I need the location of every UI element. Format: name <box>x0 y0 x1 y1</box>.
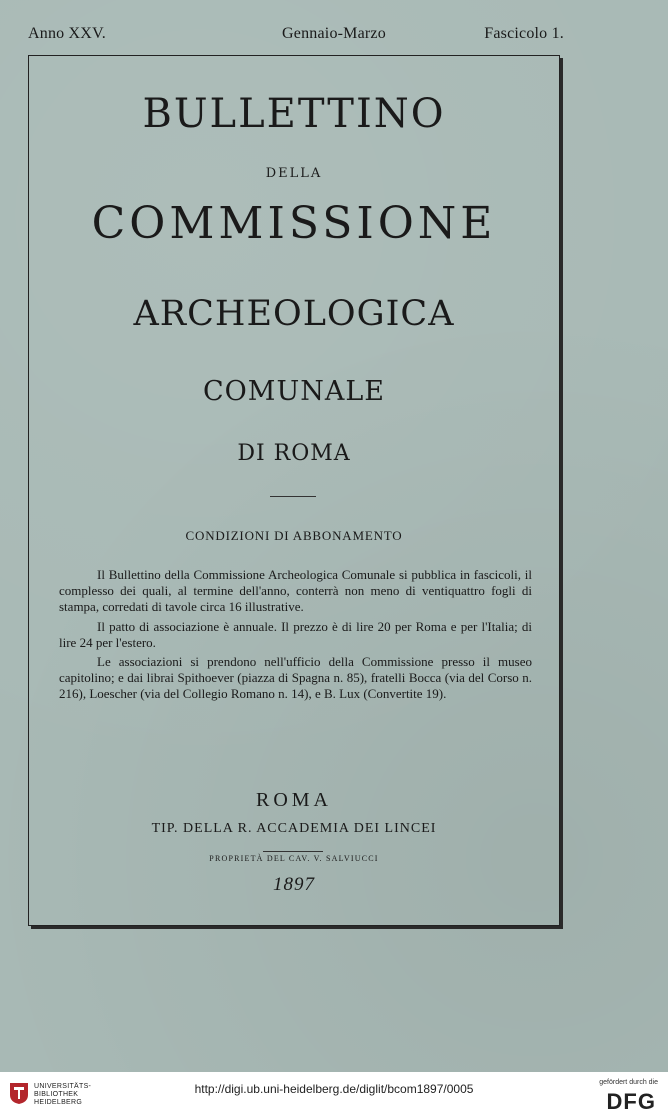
volume-label: Anno XXV. <box>28 25 106 42</box>
library-name: UNIVERSITÄTS- BIBLIOTHEK HEIDELBERG <box>34 1083 92 1106</box>
title-frame <box>28 55 560 926</box>
imprint-owner: PROPRIETÀ DEL CAV. V. SALVIUCCI <box>209 854 379 863</box>
title-della: DELLA <box>265 166 323 181</box>
imprint-rule <box>263 851 323 852</box>
title-bullettino: BULLETTINO <box>142 91 446 137</box>
title-archeologica: ARCHEOLOGICA <box>133 294 455 334</box>
conditions-paragraph: Le associazioni si prendono nell'ufficio della Commissione presso il museo capitolino; e dai librai Spithoever (piazza di Spagna n. 85), fratelli Bocca (via del Corso n. 216), Loescher (via del Collegio Romano n. 14), e B. Lux (Convertite 19). <box>59 654 532 701</box>
title-commissione: COMMISSIONE <box>91 198 497 249</box>
imprint-year: 1897 <box>273 874 315 895</box>
imprint-city: ROMA <box>255 789 332 811</box>
permalink-url[interactable]: http://digi.ub.uni-heidelberg.de/diglit/bcom1897/0005 <box>194 1082 474 1096</box>
conditions-paragraph: Il Bullettino della Commissione Archeologica Comunale si pubblica in fascicoli, il complesso dei quali, al termine dell'anno, conterrà non meno di ventiquattro fogli di stampa, corredati di tavole circa 16 illustrative. <box>59 567 532 614</box>
imprint-printer: TIP. DELLA R. ACCADEMIA DEI LINCEI <box>151 821 437 836</box>
months-label: Gennaio-Marzo <box>282 25 386 42</box>
viewer-footer <box>0 1072 668 1120</box>
conditions-paragraph: Il patto di associazione è annuale. Il prezzo è di lire 20 per Roma e per l'Italia; di lire 24 per l'estero. <box>59 619 532 650</box>
conditions-heading: CONDIZIONI DI ABBONAMENTO <box>185 528 403 543</box>
title-comunale: COMUNALE <box>203 376 385 407</box>
title-di-roma: DI ROMA <box>237 441 351 466</box>
issue-label: Fascicolo 1. <box>484 25 564 42</box>
funded-by-label: gefördert durch die <box>599 1079 658 1086</box>
dfg-logo: DFG <box>606 1089 656 1114</box>
divider-rule <box>270 496 316 497</box>
